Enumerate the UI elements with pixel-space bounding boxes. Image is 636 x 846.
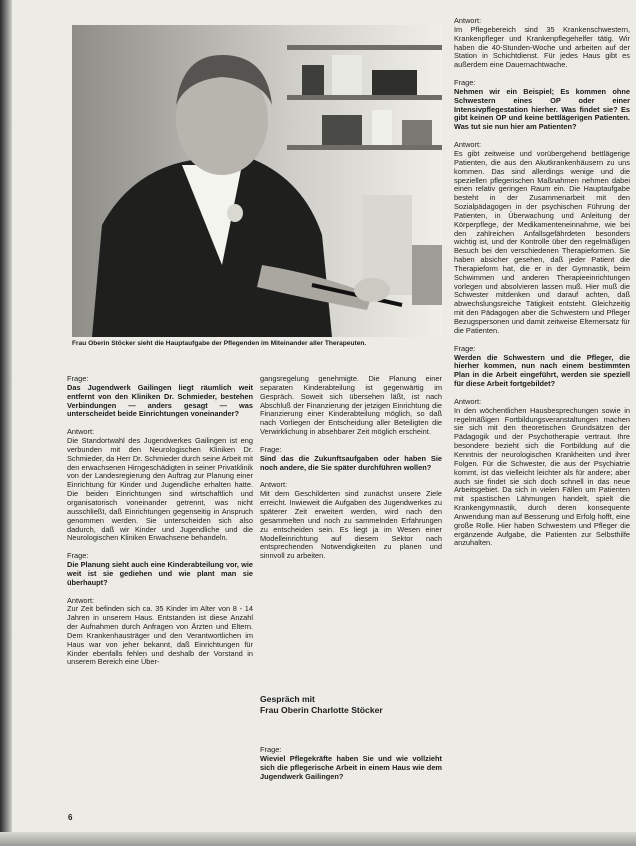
question-label: Frage: xyxy=(67,375,89,383)
answer-text: Mit dem Geschilderten sind zunächst unsere Ziele erreicht. Inwieweit die Aufgaben des Jugendwerkes zu späterer Zeit erweitert werden, wird nach den gesammelten und noch zu sammelnden Erfahrungen zu entscheiden sein. Es liegt ja im Wesen einer Modelleinrichtung auf diesem Sektor nach entsprechenden Notwendigkeiten zu planen und sinnvoll zu arbeiten. xyxy=(260,489,442,561)
photo-illustration xyxy=(72,25,442,337)
interview-photo xyxy=(72,25,442,337)
photo-caption: Frau Oberin Stöcker sieht die Hauptaufgabe der Pflegenden im Miteinander aller Therapeuten. xyxy=(72,340,367,347)
page-bottom-edge xyxy=(0,832,636,846)
answer-text: Die Standortwahl des Jugendwerkes Gailingen ist eng verbunden mit den Neurologischen Kliniken Dr. Schmieder, da Herr Dr. Schmieder durch seine Arbeit mit den erwachsenen Hirngeschädigten in seiner Privatklinik von der Landesregierung den Auftrag zur Planung einer Einrichtung für Kinder und Jugendliche erhalten hatte. Die beiden Einrichtungen sind wirtschaftlich und organisatorisch voneinander getrennt, was nicht ausschließt, daß Einrichtungen gegenseitig in Anspruch genommen werden. Sie unterscheiden sich also dadurch, daß wir Kinder und Jugendliche und die Neurologischen Kliniken Erwachsene behandeln. xyxy=(67,436,253,543)
question-text: Sind das die Zukunftsaufgaben oder haben Sie noch andere, die Sie später durchführen wollen? xyxy=(260,453,442,472)
text-column-1 xyxy=(67,375,253,825)
text-column-2-lower xyxy=(260,746,442,826)
answer-text: In den wöchentlichen Hausbesprechungen sowie in regelmäßigen Fortbildungsveranstaltungen machen sie sich mit den theoretischen Grundsätzen der Pädagogik und der Psychotherapie vertraut. Ihre besondere bezieht sich die Fortbildung auf die Kenntnis der neurologischen Krankheiten und ihrer Folgen. Für die Schwester, die aus der Psychiatrie kommt, ist das vielleicht leichter als für andere; aber auch sie findet sie sich doch schnell in das neue Arbeitsgebiet. Da sich in vielen Fällen um Patienten mit spastischen Lähmungen handelt, spielt die Krankengymnastik, durch deren konsequente Anwendung man auf Besserung und Erfolg hofft, eine große Rolle. Hier haben Schwestern und Pfleger die ergänzende Aufgabe, die Patienten zur Selbsthilfe anzuhalten. xyxy=(454,405,630,548)
answer-text: Im Pflegebereich sind 35 Krankenschwestern, Krankenpfleger und Krankenpflegehelfer tätig. Wir haben die 40-Stunden-Woche und arbeiten auf der Station in Schichtdienst. Für jedes Haus gibt es außerdem eine Dauernachtwache. xyxy=(454,24,630,70)
text-column-2 xyxy=(260,375,442,635)
question-text: Das Jugendwerk Gailingen liegt räumlich weit entfernt von den Kliniken Dr. Schmieder, bestehen Verbindungen — anders gesagt — was unterscheidet beide Einrichtungen voneinander? xyxy=(67,382,253,419)
answer-text: Zur Zeit befinden sich ca. 35 Kinder im Alter von 8 - 14 Jahren in unserem Haus. Entstanden ist diese Anzahl der Aufnahmen durch Anfragen von Ärzten und Eltern. Dem Krankenhausträger und den Verantwortlichen im Haus war von jeher bekannt, daß Einrichtungen für Kinder ebenfalls fehlen und deshalb der Vorstand in unserem Bereich eine Über- xyxy=(67,604,253,667)
text-column-3 xyxy=(454,17,630,829)
interview-heading-line2: Frau Oberin Charlotte Stöcker xyxy=(260,704,383,715)
question-text: Wieviel Pflegekräfte haben Sie und wie vollzieht sich die pflegerische Arbeit in einem Haus wie dem Jugendwerk Gailingen? xyxy=(260,753,442,781)
answer-text: gangsregelung genehmigte. Die Planung einer separaten Kinderabteilung ist gegenwärtig im Gespräch. Soweit sich übersehen läßt, ist nach Abschluß der Finanzierung der jetzigen Einrichtung die Finanzierung einer Kinderabteilung möglich, so daß nach Vorliegen der Entscheidung aller Beteiligten die Verwirklichung in absehbarer Zeit möglich erscheint. xyxy=(260,375,442,437)
page-spine-shadow xyxy=(0,0,12,846)
answer-label: Antwort: xyxy=(454,396,482,406)
answer-label: Antwort: xyxy=(67,427,95,437)
answer-text: Es gibt zeitweise und vorübergehend bettlägerige Patienten, die aus den Akutkrankenhäusern zu uns kommen. Das sind allerdings wenige und die speziellen pflegerischen Maßnahmen nehmen dabei einen relativ geringen Raum ein. Die Hauptaufgabe besteht in der Zusammenarbeit mit den Sozialpädagogen in der psychischen Führung der Patienten, in Überwachung und Anleitung der Körperpflege, der Medikamenteneinnahme, wie bei den zahlreichen Anfallsgefährdeten besonders wichtig ist, und der Kontrolle über den regelmäßigen Besuch bei den verschiedenen Therapieformen. Sie haben absicher gesehen, daß jeder Patient die Therapieform hat, die er in der Gymnastik, beim Schwimmen und anderen Therapieeinrichtungen vorlegen und absolvieren lassen muß. Hier muß die Schwester mitdenken und darauf achten, daß abwechslungsreiche Tätigkeit entsteht. Gleichzeitig mit den Pädagogen aber die Schwestern und Pfleger Bezugspersonen und damit zeitweise Elternersatz für die Patienten. xyxy=(454,148,630,335)
question-label: Frage: xyxy=(454,343,476,353)
answer-label: Antwort: xyxy=(454,140,482,150)
question-text: Werden die Schwestern und die Pfleger, die hierher kommen, nun nach einem bestimmten Plan in die Arbeit eingeführt, werden sie speziell für diese Arbeit fortgebildet? xyxy=(454,352,630,389)
question-text: Die Planung sieht auch eine Kinderabteilung vor, wie weit ist sie gediehen und wie plant man sie überhaupt? xyxy=(67,560,253,587)
question-label: Frage: xyxy=(454,78,476,88)
question-label: Frage: xyxy=(67,551,89,561)
answer-label: Antwort: xyxy=(454,17,482,25)
question-text: Nehmen wir ein Beispiel; Es kommen ohne Schwestern eines OP oder einer Intensivpflegestation hierher. Was findet sie? Es gibt keinen OP und keine bettlägerigen Patienten. Was tut sie nun hier am Patienten? xyxy=(454,86,630,132)
question-label: Frage: xyxy=(260,444,282,454)
page-number: 6 xyxy=(68,813,73,822)
answer-label: Antwort: xyxy=(260,480,288,490)
question-label: Frage: xyxy=(260,746,282,754)
answer-label: Antwort: xyxy=(67,595,95,605)
interview-heading-line1: Gespräch mit xyxy=(260,694,315,704)
interview-heading xyxy=(260,694,442,715)
